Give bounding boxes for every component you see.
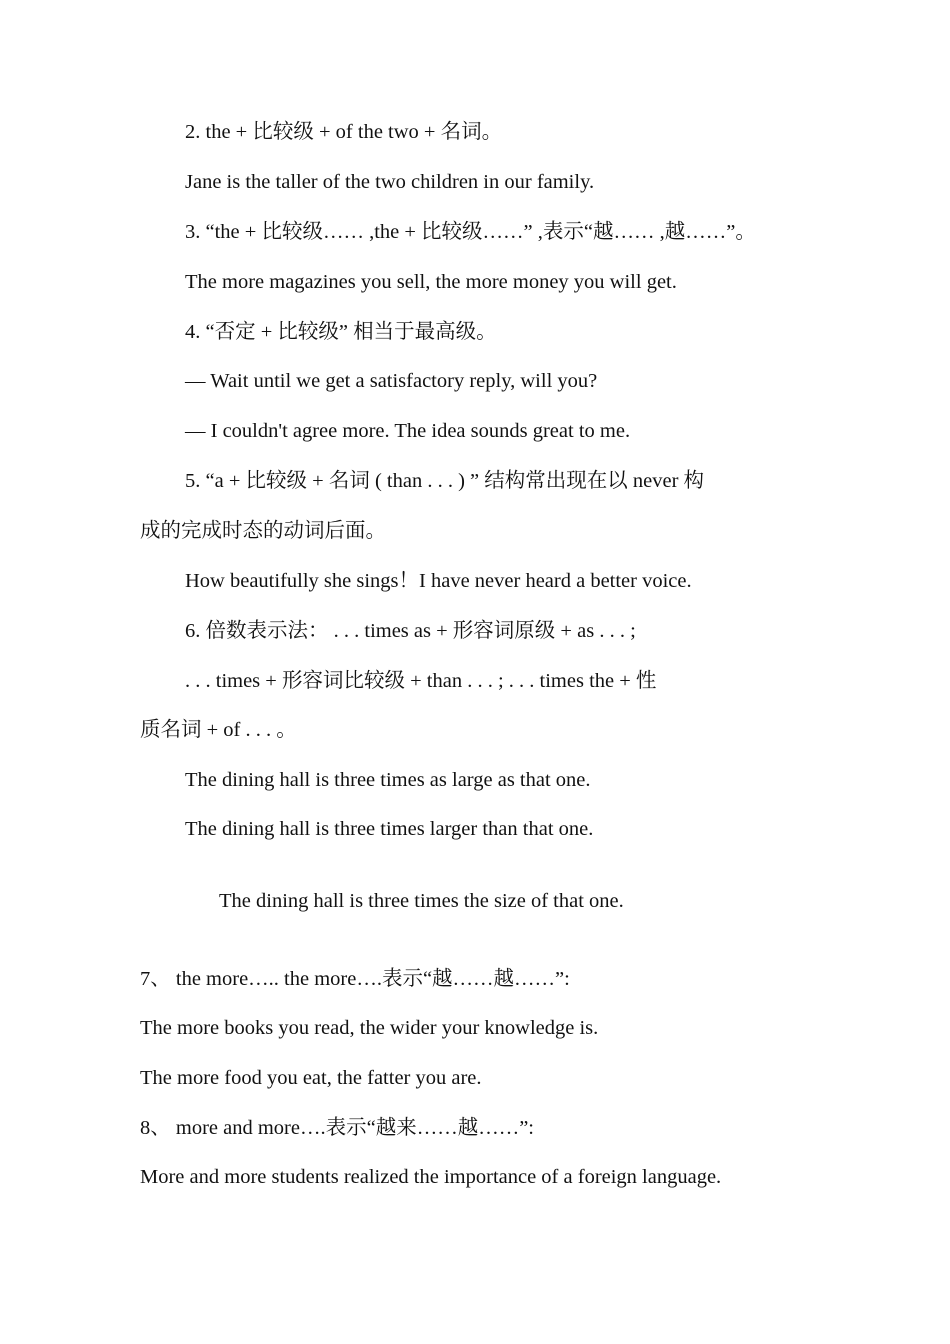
rule-6-heading: 6. 倍数表示法： . . . times as + 形容词原级 + as . . . ; [185,620,636,642]
rule-4-example-question: — Wait until we get a satisfactory reply, will you? [185,370,598,392]
rule-7-example-1: The more books you read, the wider your knowledge is. [140,1017,599,1039]
rule-6-heading-line-2: . . . times + 形容词比较级 + than . . . ; . . . times the + 性 [185,670,657,692]
rule-8-heading: 8、 more and more….表示“越来……越……”: [140,1117,534,1139]
rule-6-example-3: The dining hall is three times the size of that one. [219,890,624,912]
rule-5-heading-continued: 成的完成时态的动词后面。 [140,520,386,542]
rule-7-example-2: The more food you eat, the fatter you are. [140,1067,482,1089]
rule-6-example-2: The dining hall is three times larger than that one. [185,818,594,840]
rule-6-heading-line-3: 质名词 + of . . . 。 [140,719,297,741]
rule-5-example: How beautifully she sings！I have never heard a better voice. [185,570,692,592]
rule-2-example: Jane is the taller of the two children in our family. [185,171,595,193]
rule-4-heading: 4. “否定 + 比较级” 相当于最高级。 [185,321,497,343]
rule-2-heading: 2. the + 比较级 + of the two + 名词。 [185,121,503,143]
rule-6-example-1: The dining hall is three times as large as that one. [185,769,591,791]
rule-5-heading: 5. “a + 比较级 + 名词 ( than . . . ) ” 结构常出现在以 never 构 [185,470,705,492]
rule-4-example-answer: — I couldn't agree more. The idea sounds great to me. [185,420,631,442]
rule-3-heading: 3. “the + 比较级…… ,the + 比较级……” ,表示“越…… ,越……”。 [185,221,756,243]
rule-8-example: More and more students realized the importance of a foreign language. [140,1166,722,1188]
rule-3-example: The more magazines you sell, the more money you will get. [185,271,677,293]
rule-7-heading: 7、 the more….. the more….表示“越……越……”: [140,968,570,990]
